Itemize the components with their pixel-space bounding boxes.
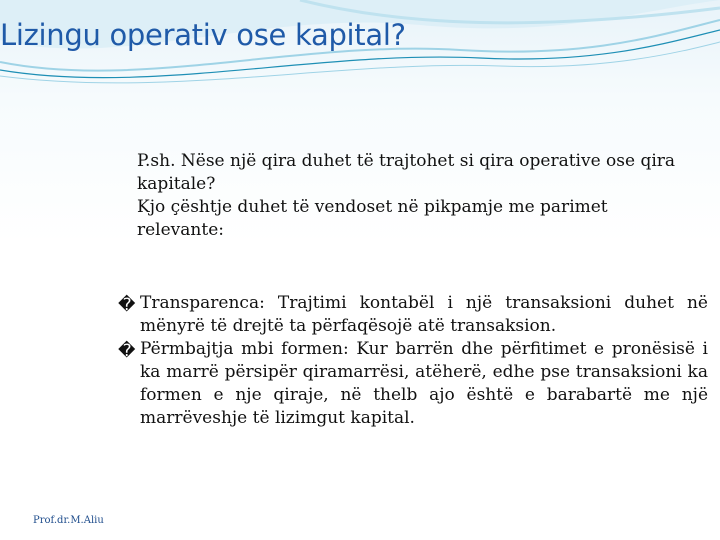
bullet-text: Kur barrën dhe përfitimet e pronësisë i ka marrë përsipër qiramarrësi, atëherë, edhe pse transaksioni ka formen e nje qiraje, në thelb ajo është e barabartë me një marrëveshje të lizimgut kapital.	[140, 339, 708, 428]
intro-line-2: Kjo çështje duhet të vendoset në pikpamje me parimet relevante:	[137, 197, 608, 240]
bullet-text: Trajtimi kontabël i një transaksioni duhet në mënyrë të drejtë ta përfaqësojë atë transaksion.	[140, 293, 708, 336]
bullet-mark-icon: �	[118, 295, 136, 315]
bullet-mark-icon: �	[118, 341, 136, 361]
footer-author: Prof.dr.M.Aliu	[33, 515, 104, 526]
slide-title: Lizingu operativ ose kapital?	[0, 18, 406, 52]
intro-text	[137, 150, 697, 242]
bullet-item-substance-over-form	[118, 338, 708, 430]
intro-line-1: P.sh. Nëse një qira duhet të trajtohet si qira operative ose qira kapitale?	[137, 151, 676, 194]
bullet-lead: Përmbajtja mbi formen:	[140, 339, 349, 359]
bullet-item-transparency	[118, 292, 708, 338]
bullet-lead: Transparenca:	[140, 293, 265, 313]
bullet-list	[118, 292, 708, 430]
header-wave-decoration	[0, 0, 720, 110]
